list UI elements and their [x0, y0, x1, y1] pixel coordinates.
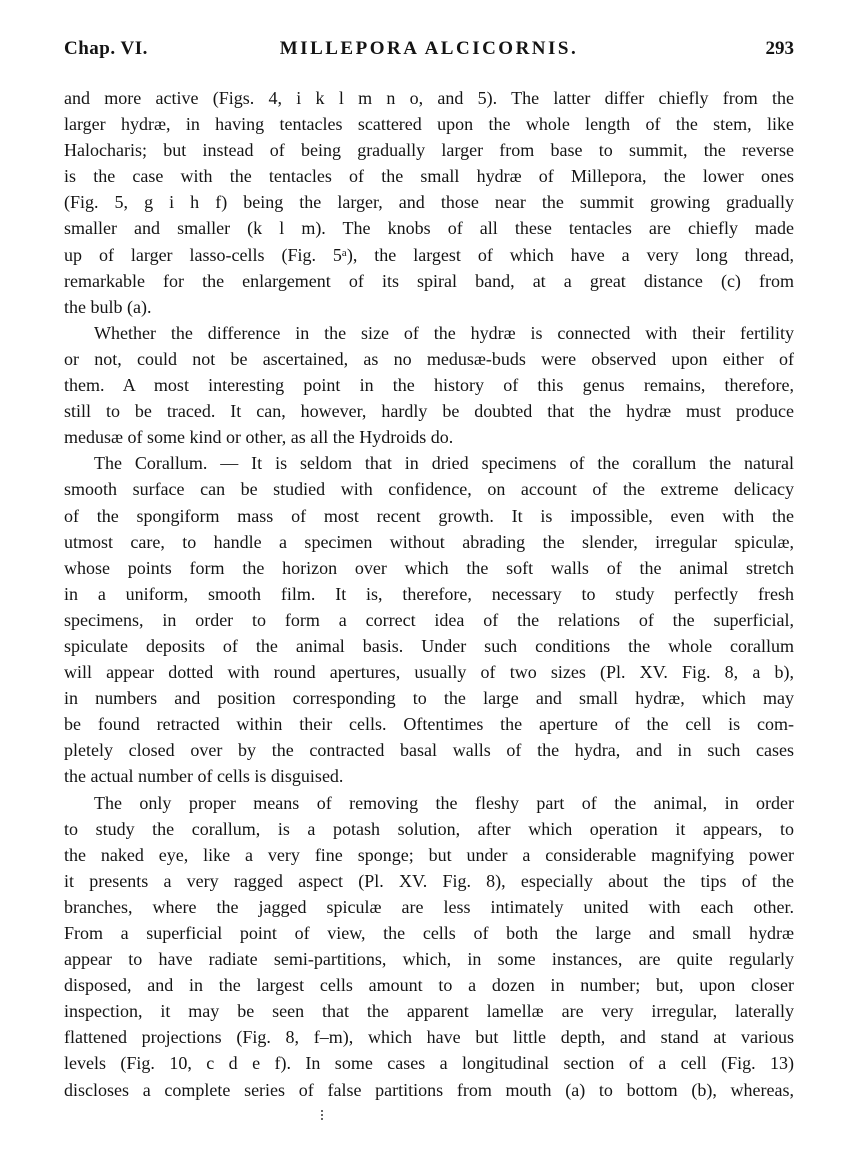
- text-line: discloses a complete series of false partitions from mouth (a) to bottom (b), whereas,: [64, 1079, 794, 1100]
- text-line: levels (Fig. 10, c d e f). In some cases a longitudinal section of a cell (Fig. 13): [64, 1053, 794, 1074]
- running-title: MILLEPORA ALCICORNIS.: [279, 38, 579, 59]
- text-line: the actual number of cells is disguised.: [64, 766, 344, 787]
- text-line: will appear dotted with round apertures, usually of two sizes (Pl. XV. Fig. 8, a b),: [64, 662, 794, 683]
- text-line: to study the corallum, is a potash solution, after which operation it appears, to: [64, 818, 794, 839]
- text-line: inspection, it may be seen that the apparent lamellæ are very irregular, laterally: [64, 1001, 794, 1022]
- text-line: specimens, in order to form a correct idea of the relations of the superficial,: [64, 609, 794, 630]
- text-line: From a superficial point of view, the cells of both the large and small hydræ: [64, 923, 794, 943]
- text-line: in numbers and position corresponding to the large and small hydræ, which may: [64, 688, 794, 709]
- text-line: of the spongiform mass of most recent growth. It is impossible, even with the: [64, 505, 794, 526]
- text-line: remarkable for the enlargement of its spiral band, at a great distance (c) from: [64, 270, 794, 291]
- running-header: [64, 38, 794, 68]
- page-mark: [321, 1110, 326, 1120]
- text-line: be found retracted within their cells. Oftentimes the aperture of the cell is com-: [64, 714, 794, 735]
- text-line: pletely closed over by the contracted basal walls of the hydra, and in such cases: [64, 740, 794, 761]
- text-line: the bulb (a).: [64, 296, 152, 317]
- text-line: disposed, and in the largest cells amount to a dozen in number; but, upon closer: [64, 975, 794, 996]
- text-line: in a uniform, smooth film. It is, therefore, necessary to study perfectly fresh: [64, 583, 794, 604]
- text-line: is the case with the tentacles of the small hydræ of Millepora, the lower ones: [64, 166, 794, 187]
- text-line: and more active (Figs. 4, i k l m n o, and 5). The latter differ chiefly from the: [64, 88, 794, 108]
- text-line: flattened projections (Fig. 8, f–m), which have but little depth, and stand at various: [64, 1027, 794, 1048]
- body-text: [64, 85, 794, 1103]
- text-line: the naked eye, like a very fine sponge; but under a considerable magnifying power: [64, 844, 794, 865]
- text-line: Halocharis; but instead of being gradually larger from base to summit, the reverse: [64, 140, 794, 161]
- text-line: spiculate deposits of the animal basis. Under such conditions the whole corallum: [64, 635, 794, 656]
- text-line: smaller and smaller (k l m). The knobs of all these tentacles are chiefly made: [64, 218, 794, 239]
- text-line: (Fig. 5, g i h f) being the larger, and those near the summit growing gradually: [64, 192, 794, 213]
- text-line: appear to have radiate semi-partitions, which, in some instances, are quite regularly: [64, 949, 794, 970]
- chapter-label: Chap. VI.: [64, 38, 148, 59]
- text-line: it presents a very ragged aspect (Pl. XV. Fig. 8), especially about the tips of the: [64, 870, 794, 891]
- text-line: up of larger lasso-cells (Fig. 5ᵃ), the largest of which have a very long thread,: [64, 244, 794, 265]
- text-line: The only proper means of removing the fleshy part of the animal, in order: [94, 792, 794, 813]
- text-line: whose points form the horizon over which the soft walls of the animal stretch: [64, 557, 794, 578]
- text-line: utmost care, to handle a specimen without abrading the slender, irregular spiculæ,: [64, 531, 794, 552]
- text-line: or not, could not be ascertained, as no medusæ-buds were observed upon either of: [64, 348, 794, 369]
- text-line: The Corallum. — It is seldom that in dried specimens of the corallum the natural: [94, 453, 794, 474]
- text-line: smooth surface can be studied with confidence, on account of the extreme delicacy: [64, 479, 794, 500]
- page-number: 293: [765, 38, 794, 59]
- text-line: larger hydræ, in having tentacles scattered upon the whole length of the stem, like: [64, 114, 794, 135]
- text-line: branches, where the jagged spiculæ are less intimately united with each other.: [64, 896, 794, 917]
- text-line: them. A most interesting point in the history of this genus remains, therefore,: [64, 375, 794, 396]
- text-line: still to be traced. It can, however, hardly be doubted that the hydræ must produce: [64, 401, 794, 422]
- text-line: medusæ of some kind or other, as all the Hydroids do.: [64, 427, 454, 448]
- text-line: Whether the difference in the size of the hydræ is connected with their fertility: [94, 322, 794, 343]
